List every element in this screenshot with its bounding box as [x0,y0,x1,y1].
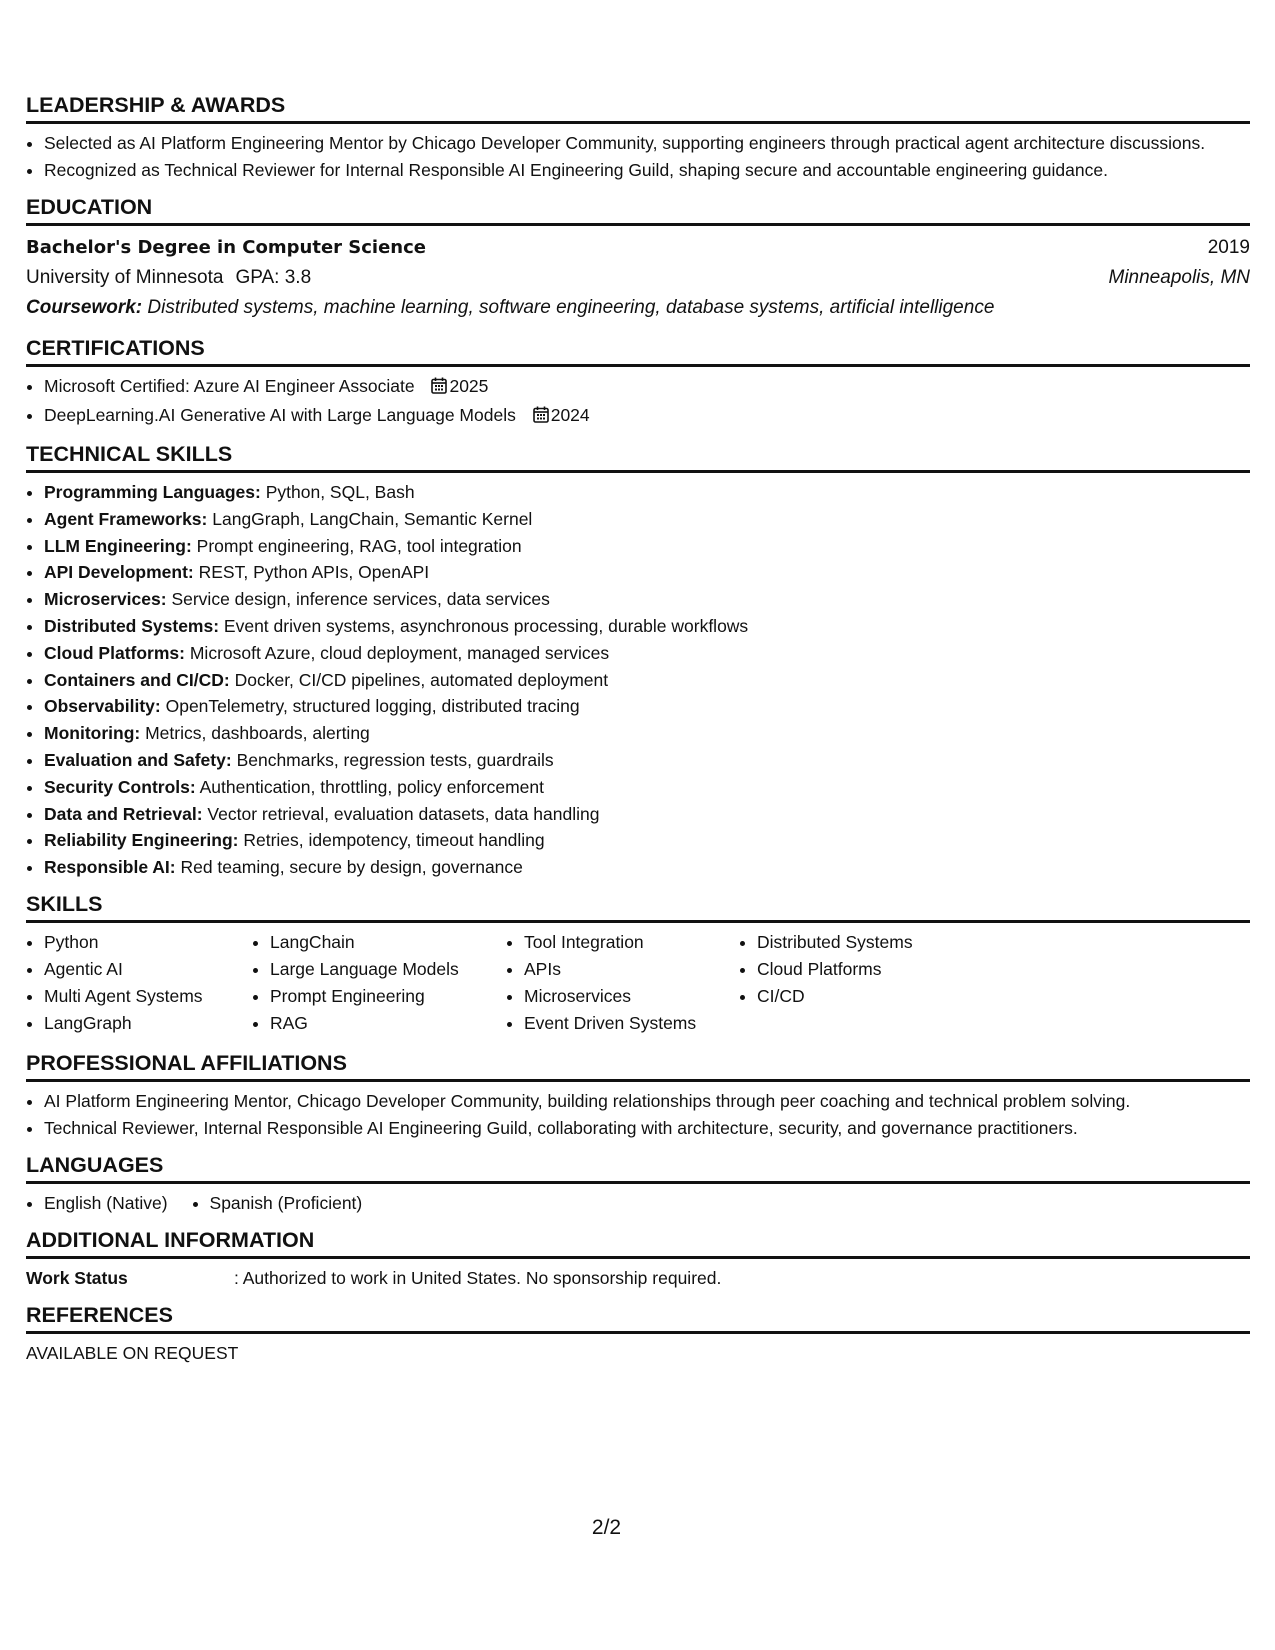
section-title-education: EDUCATION [26,194,1250,226]
technical-skill-item [44,855,1250,879]
skill-item: • CI/CD [757,984,1017,1008]
skill-values: OpenTelemetry, structured logging, distributed tracing [165,696,580,717]
skill-category: Containers and CI/CD: [44,669,230,690]
technical-skill-item [44,480,1250,504]
skill-category: LLM Engineering: [44,535,192,556]
calendar-icon [431,376,447,400]
skill-item: • LangGraph [44,1011,252,1035]
certifications-section [26,335,1250,429]
certification-name: Microsoft Certified: Azure AI Engineer Associate [44,376,415,396]
skill-values: Authentication, throttling, policy enforcement [199,776,544,797]
technical-skills-list [26,480,1250,879]
technical-skill-item [44,828,1250,852]
skill-category: Observability: [44,696,161,717]
skill-item: • Tool Integration [524,930,739,954]
certification-item [44,403,1250,429]
skill-item: • APIs [524,957,739,981]
gpa: GPA: 3.8 [235,267,312,288]
certifications-list [26,374,1250,429]
skill-values: Python, SQL, Bash [265,482,415,502]
affiliation-item: • Technical Reviewer, Internal Responsible AI Engineering Guild, collaborating with architecture, security, and governance practitioners. [44,1116,1250,1140]
certification-year: 2024 [550,405,590,425]
affiliation-item: • AI Platform Engineering Mentor, Chicago Developer Community, building relationships through peer coaching and technical problem solving. [44,1089,1250,1113]
technical-skill-item [44,721,1250,745]
skill-category: Security Controls: [44,776,196,797]
skill-category: Data and Retrieval: [44,803,203,824]
technical-skill-item [44,534,1250,558]
skill-values: Benchmarks, regression tests, guardrails [236,749,554,770]
language-item: • English (Native) [44,1191,168,1215]
leadership-item: • Selected as AI Platform Engineering Mentor by Chicago Developer Community, supporting engineers through practical agent architecture discussions. [44,131,1250,155]
technical-skill-item [44,641,1250,665]
skills-grid [26,930,1250,1038]
section-title-skills: SKILLS [26,891,1250,923]
school-name: University of Minnesota [26,267,224,288]
leadership-list [26,131,1250,182]
skills-column [252,930,506,1038]
education-school-row [26,263,1250,293]
skill-values: Prompt engineering, RAG, tool integration [196,535,522,556]
skills-column [739,930,1017,1038]
technical-skill-item [44,748,1250,772]
skills-column [506,930,739,1038]
skill-values: LangGraph, LangChain, Semantic Kernel [212,508,533,529]
skill-item: • Cloud Platforms [757,957,1017,981]
references-text: AVAILABLE ON REQUEST [26,1343,239,1364]
skill-item: • Large Language Models [270,957,506,981]
technical-skill-item [44,507,1250,531]
section-title-certifications: CERTIFICATIONS [26,335,1250,367]
skill-category: Reliability Engineering: [44,830,239,851]
skill-values: Retries, idempotency, timeout handling [243,830,545,851]
language-item: • Spanish (Proficient) [210,1191,363,1215]
skill-item: • Microservices [524,984,739,1008]
references-section [26,1302,1250,1365]
skill-item: • Prompt Engineering [270,984,506,1008]
education-degree-row [26,233,1250,263]
section-title-affiliations: PROFESSIONAL AFFILIATIONS [26,1050,1250,1082]
skill-category: Monitoring: [44,723,141,744]
skills-column [26,930,252,1038]
skill-item: • Event Driven Systems [524,1011,739,1035]
section-title-technical-skills: TECHNICAL SKILLS [26,441,1250,473]
additional-info-section [26,1227,1250,1290]
skill-values: Microsoft Azure, cloud deployment, managed services [189,642,610,663]
work-status-value: : Authorized to work in United States. No sponsorship required. [234,1268,722,1289]
calendar-icon [533,405,549,429]
skill-category: Distributed Systems: [44,615,220,636]
skill-values: Service design, inference services, data services [171,589,550,610]
school-location: Minneapolis, MN [1108,267,1250,288]
technical-skill-item [44,614,1250,638]
skill-item: • Agentic AI [44,957,252,981]
affiliations-list [26,1089,1250,1140]
work-status-label: Work Status [26,1268,128,1289]
skill-values: Red teaming, secure by design, governance [180,857,523,878]
skill-category: Microservices: [44,589,167,610]
work-status-row [26,1266,1250,1290]
languages-section [26,1152,1250,1215]
graduation-year: 2019 [1207,237,1250,258]
skill-values: Docker, CI/CD pipelines, automated deployment [234,669,609,690]
skill-category: Evaluation and Safety: [44,749,232,770]
skill-item: • Distributed Systems [757,930,1017,954]
coursework-label: Coursework: [26,297,143,318]
technical-skill-item [44,694,1250,718]
skill-category: Cloud Platforms: [44,642,185,663]
school-info [26,263,311,293]
page-number: 2/2 [591,1516,622,1539]
language-list [26,1191,168,1215]
skill-values: Vector retrieval, evaluation datasets, data handling [207,803,600,824]
technical-skill-item [44,587,1250,611]
section-title-additional-info: ADDITIONAL INFORMATION [26,1227,1250,1259]
technical-skill-item [44,802,1250,826]
skill-item: • Multi Agent Systems [44,984,252,1008]
skill-category: Responsible AI: [44,857,176,878]
skill-item: • Python [44,930,252,954]
certification-year: 2025 [449,376,489,396]
coursework [26,293,1250,323]
skill-category: API Development: [44,562,194,583]
skill-item: • LangChain [270,930,506,954]
languages-row [26,1191,1250,1215]
technical-skill-item [44,560,1250,584]
section-title-languages: LANGUAGES [26,1152,1250,1184]
leadership-item: • Recognized as Technical Reviewer for Internal Responsible AI Engineering Guild, shaping secure and accountable engineering guidance. [44,158,1250,182]
leadership-section [26,92,1250,182]
skill-item: • RAG [270,1011,506,1035]
certification-name: DeepLearning.AI Generative AI with Large Language Models [44,405,516,425]
section-title-leadership: LEADERSHIP & AWARDS [26,92,1250,124]
language-list [192,1191,363,1215]
technical-skill-item [44,775,1250,799]
skill-values: REST, Python APIs, OpenAPI [198,562,430,583]
education-section [26,194,1250,323]
technical-skills-section [26,441,1250,879]
skill-category: Programming Languages: [44,482,261,502]
coursework-text: Distributed systems, machine learning, software engineering, database systems, artificial intelligence [147,297,995,318]
skill-values: Event driven systems, asynchronous processing, durable workflows [223,615,749,636]
degree-name: Bachelor's Degree in Computer Science [26,237,426,258]
skill-values: Metrics, dashboards, alerting [145,723,370,744]
affiliations-section [26,1050,1250,1140]
certification-item [44,374,1250,400]
skills-section [26,891,1250,1038]
technical-skill-item [44,668,1250,692]
resume-page [26,92,1250,1377]
section-title-references: REFERENCES [26,1302,1250,1334]
skill-category: Agent Frameworks: [44,508,208,529]
